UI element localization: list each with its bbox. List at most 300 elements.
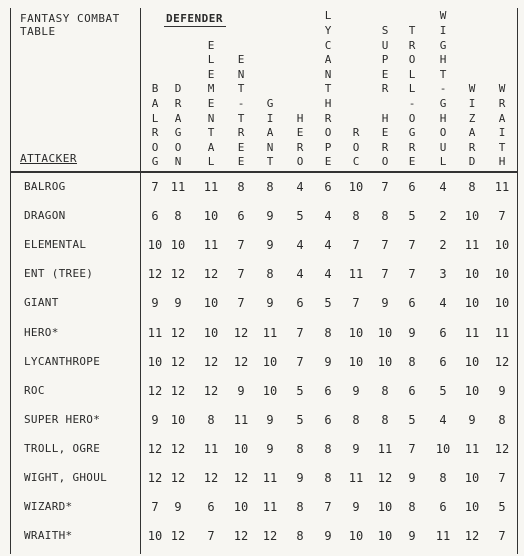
table-cell: 9 (174, 500, 182, 515)
table-cell: 8 (408, 354, 416, 369)
table-row (10, 176, 517, 200)
column-header-letter: O (352, 140, 360, 154)
table-cell: 10 (262, 383, 278, 398)
column-header (148, 82, 162, 170)
column-header-letter: O (408, 111, 416, 125)
column-header-letter: R (151, 126, 159, 140)
column-header-letter: G (439, 97, 447, 111)
table-cell: 8 (266, 180, 274, 194)
table-cell: 12 (233, 354, 249, 369)
table-cell: 10 (348, 180, 364, 194)
column-header-letter: P (324, 140, 332, 154)
column-header-letter: O (324, 126, 332, 140)
table-cell: 10 (147, 529, 163, 544)
table-cell: 6 (237, 209, 245, 224)
table-cell: 9 (174, 296, 182, 311)
column-header-letter: E (381, 126, 389, 140)
table-cell: 9 (266, 296, 274, 311)
table-cell: 6 (151, 209, 159, 224)
attacker-label: WIZARD* (24, 500, 73, 514)
table-cell: 12 (147, 267, 163, 282)
column-header-letter: - (237, 97, 245, 111)
table-cell: 4 (296, 180, 304, 194)
column-header-letter: T (439, 67, 447, 81)
table-row (10, 205, 517, 229)
table-cell: 7 (296, 354, 304, 369)
attacker-label: ROC (24, 383, 45, 397)
table-cell: 6 (324, 383, 332, 398)
table-cell: 10 (377, 529, 393, 544)
column-header-letter: O (381, 155, 389, 169)
column-header-letter: H (498, 155, 506, 169)
attacker-label: BALROG (24, 180, 66, 193)
column-header-letter: A (174, 111, 182, 125)
table-cell: 10 (377, 500, 393, 515)
table-cell: 7 (296, 325, 304, 340)
column-header-letter: T (237, 82, 245, 96)
column-header-letter: L (151, 111, 159, 125)
header-divider (10, 171, 517, 173)
column-header-letter: R (324, 111, 332, 125)
table-cell: 10 (377, 325, 393, 340)
table-cell: 11 (464, 441, 480, 456)
column-header (321, 9, 335, 170)
table-cell: 6 (207, 500, 215, 515)
column-header-letter: I (439, 24, 447, 38)
attacker-heading: ATTACKER (20, 152, 77, 165)
column-header (293, 112, 307, 170)
column-header-letter: I (498, 126, 506, 140)
table-cell: 7 (381, 180, 389, 194)
table-cell: 9 (498, 383, 506, 398)
table-cell: 5 (324, 296, 332, 311)
column-header-letter: E (381, 67, 389, 81)
table-cell: 12 (147, 471, 163, 485)
table-cell: 11 (494, 180, 510, 194)
table-cell: 9 (408, 325, 416, 340)
table-row (10, 409, 517, 433)
table-cell: 10 (203, 209, 219, 224)
table-cell: 11 (377, 441, 393, 456)
table-cell: 8 (237, 180, 245, 194)
table-row (10, 351, 517, 375)
table-cell: 8 (296, 529, 304, 544)
attacker-label: TROLL, OGRE (24, 441, 101, 455)
table-cell: 8 (381, 412, 389, 427)
table-cell: 11 (203, 441, 219, 456)
table-cell: 10 (233, 441, 249, 456)
table-cell: 10 (233, 500, 249, 515)
table-cell: 9 (324, 529, 332, 544)
defender-underline (164, 26, 226, 27)
table-cell: 11 (203, 180, 219, 194)
table-cell: 5 (408, 412, 416, 427)
attacker-label: SUPER HERO* (24, 412, 101, 426)
column-header-letter: A (266, 126, 274, 140)
table-cell: 7 (151, 500, 159, 515)
column-header-letter: B (151, 82, 159, 96)
table-cell: 10 (203, 296, 219, 311)
table-cell: 11 (170, 180, 186, 194)
table-cell: 8 (324, 325, 332, 340)
column-header-letter: O (151, 140, 159, 154)
column-header-letter: A (468, 126, 476, 140)
table-cell: 9 (151, 296, 159, 311)
column-header-letter: T (324, 82, 332, 96)
table-cell: 8 (324, 441, 332, 456)
table-cell: 6 (324, 412, 332, 427)
table-cell: 8 (381, 383, 389, 398)
table-cell: 9 (352, 500, 360, 515)
table-cell: 8 (468, 180, 476, 194)
column-header-letter: D (174, 82, 182, 96)
table-cell: 10 (464, 383, 480, 398)
table-cell: 9 (352, 441, 360, 456)
column-header-letter: L (408, 67, 416, 81)
column-header-letter: A (324, 53, 332, 67)
table-cell: 7 (408, 238, 416, 253)
table-cell: 5 (296, 383, 304, 398)
table-cell: 4 (296, 238, 304, 253)
table-cell: 9 (468, 412, 476, 427)
table-cell: 10 (377, 354, 393, 369)
table-cell: 11 (348, 267, 364, 282)
table-cell: 8 (324, 471, 332, 485)
table-cell: 4 (296, 267, 304, 282)
column-header (171, 82, 185, 170)
table-row (10, 380, 517, 404)
table-cell: 5 (296, 209, 304, 224)
column-header-letter: R (468, 140, 476, 154)
table-row (10, 496, 517, 520)
table-cell: 8 (381, 209, 389, 224)
column-header-letter: R (352, 126, 360, 140)
table-row (10, 322, 517, 346)
table-cell: 7 (352, 296, 360, 311)
table-cell: 12 (170, 471, 186, 485)
table-cell: 4 (324, 267, 332, 282)
table-cell: 12 (170, 383, 186, 398)
column-header (234, 53, 248, 170)
table-cell: 12 (203, 354, 219, 369)
table-cell: 6 (439, 500, 447, 515)
table-cell: 12 (203, 267, 219, 282)
table-row (10, 467, 517, 491)
table-cell: 12 (262, 529, 278, 544)
table-cell: 5 (296, 412, 304, 427)
table-cell: 10 (464, 267, 480, 282)
table-title-line1: FANTASY COMBAT (20, 12, 120, 25)
table-cell: 9 (266, 441, 274, 456)
table-title-line2: TABLE (20, 25, 56, 38)
table-cell: 8 (498, 412, 506, 427)
table-cell: 10 (348, 354, 364, 369)
table-cell: 12 (147, 383, 163, 398)
column-header (495, 82, 509, 170)
column-header-letter: O (439, 126, 447, 140)
table-cell: 9 (266, 238, 274, 253)
table-cell: 11 (147, 325, 163, 340)
column-header-letter: - (439, 82, 447, 96)
column-header-letter: W (468, 82, 476, 96)
table-cell: 8 (296, 500, 304, 515)
column-header-letter: D (468, 155, 476, 169)
column-header-letter: U (381, 38, 389, 52)
column-header-letter: T (408, 24, 416, 38)
table-cell: 10 (170, 238, 186, 253)
table-cell: 10 (464, 209, 480, 224)
column-header-letter: C (352, 155, 360, 169)
column-header-letter: T (237, 111, 245, 125)
table-cell: 7 (237, 238, 245, 253)
column-header-letter: N (174, 155, 182, 169)
table-row (10, 263, 517, 287)
table-cell: 9 (296, 471, 304, 485)
table-cell: 7 (498, 529, 506, 544)
column-header-letter: L (324, 9, 332, 23)
table-cell: 12 (203, 383, 219, 398)
column-header-letter: R (498, 97, 506, 111)
table-cell: 12 (494, 354, 510, 369)
table-cell: 5 (498, 500, 506, 515)
table-cell: 8 (207, 412, 215, 427)
table-cell: 7 (151, 180, 159, 194)
column-header-letter: G (439, 38, 447, 52)
table-cell: 9 (381, 296, 389, 311)
attacker-label: GIANT (24, 296, 59, 310)
table-cell: 6 (439, 325, 447, 340)
column-header-letter: R (296, 140, 304, 154)
column-header-letter: G (408, 126, 416, 140)
table-cell: 7 (408, 441, 416, 456)
table-row (10, 234, 517, 258)
table-cell: 4 (439, 412, 447, 427)
table-cell: 10 (147, 354, 163, 369)
column-header-letter: S (381, 24, 389, 38)
column-header (204, 39, 218, 170)
attacker-label: WRAITH* (24, 529, 73, 543)
table-cell: 12 (170, 267, 186, 282)
column-header-letter: H (439, 111, 447, 125)
table-cell: 11 (262, 471, 278, 485)
column-header-letter: A (498, 111, 506, 125)
column-header-letter: R (408, 140, 416, 154)
table-cell: 10 (435, 441, 451, 456)
table-cell: 12 (494, 441, 510, 456)
table-cell: 12 (170, 441, 186, 456)
table-cell: 10 (464, 354, 480, 369)
column-header-letter: R (237, 126, 245, 140)
table-cell: 7 (381, 238, 389, 253)
table-cell: 11 (464, 238, 480, 253)
column-header-letter: G (174, 126, 182, 140)
column-header-letter: L (207, 53, 215, 67)
table-cell: 9 (151, 412, 159, 427)
column-header-letter: E (237, 53, 245, 67)
table-cell: 4 (439, 296, 447, 311)
column-header-letter: N (266, 140, 274, 154)
column-header-letter: Z (468, 111, 476, 125)
table-cell: 5 (439, 383, 447, 398)
table-cell: 7 (408, 267, 416, 282)
column-header-letter: A (207, 140, 215, 154)
column-header-letter: U (439, 140, 447, 154)
table-cell: 10 (348, 529, 364, 544)
attacker-label: LYCANTHROPE (24, 354, 101, 368)
column-header-letter: I (468, 97, 476, 111)
table-cell: 7 (207, 529, 215, 544)
table-row (10, 438, 517, 462)
column-header (465, 82, 479, 170)
column-header-letter: T (207, 126, 215, 140)
table-cell: 10 (494, 238, 510, 253)
table-cell: 2 (439, 238, 447, 253)
column-header-letter: E (237, 155, 245, 169)
table-cell: 12 (377, 471, 393, 485)
table-cell: 7 (352, 238, 360, 253)
column-header-letter: H (324, 97, 332, 111)
table-cell: 8 (352, 209, 360, 224)
attacker-label: WIGHT, GHOUL (24, 471, 108, 484)
column-header-letter: R (381, 82, 389, 96)
table-cell: 9 (324, 354, 332, 369)
table-cell: 7 (237, 267, 245, 282)
table-cell: 12 (233, 325, 249, 340)
table-cell: 11 (494, 325, 510, 340)
table-cell: 12 (170, 529, 186, 544)
column-header (405, 24, 419, 170)
table-cell: 10 (464, 471, 480, 485)
table-cell: 6 (324, 180, 332, 194)
table-row (10, 525, 517, 549)
table-cell: 7 (381, 267, 389, 282)
column-header-letter: R (381, 140, 389, 154)
table-cell: 6 (439, 354, 447, 369)
column-header-letter: C (324, 38, 332, 52)
column-header-letter: N (324, 67, 332, 81)
table-cell: 11 (262, 500, 278, 515)
table-cell: 10 (170, 412, 186, 427)
column-header-letter: N (207, 111, 215, 125)
table-cell: 8 (266, 267, 274, 282)
table-cell: 6 (296, 296, 304, 311)
table-cell: 8 (174, 209, 182, 224)
column-header-letter: G (266, 97, 274, 111)
table-cell: 11 (435, 529, 451, 544)
table-cell: 8 (408, 500, 416, 515)
table-cell: 8 (296, 441, 304, 456)
column-header-letter: L (439, 155, 447, 169)
table-cell: 7 (498, 471, 506, 485)
column-header-letter: H (381, 111, 389, 125)
table-right-border (517, 8, 518, 554)
table-cell: 12 (203, 471, 219, 485)
table-cell: 8 (439, 471, 447, 485)
table-cell: 10 (494, 267, 510, 282)
table-cell: 7 (237, 296, 245, 311)
table-cell: 11 (348, 471, 364, 485)
column-header-letter: L (207, 155, 215, 169)
column-header (378, 24, 392, 170)
defender-heading: DEFENDER (166, 12, 223, 25)
attacker-label: ELEMENTAL (24, 238, 87, 252)
column-header-letter: N (237, 67, 245, 81)
table-cell: 10 (348, 325, 364, 340)
column-header-letter: G (151, 155, 159, 169)
column-header-letter: O (408, 53, 416, 67)
column-header-letter: E (207, 38, 215, 52)
table-cell: 7 (498, 209, 506, 224)
column-header-letter: T (266, 155, 274, 169)
table-cell: 2 (439, 209, 447, 224)
column-header-letter: E (207, 97, 215, 111)
table-cell: 3 (439, 267, 447, 282)
column-header-letter: T (498, 140, 506, 154)
column-header-letter: L (408, 82, 416, 96)
column-header-letter: A (151, 97, 159, 111)
table-cell: 9 (266, 412, 274, 427)
table-cell: 10 (147, 238, 163, 253)
table-cell: 10 (494, 296, 510, 311)
table-cell: 9 (352, 383, 360, 398)
table-cell: 9 (237, 383, 245, 398)
table-cell: 11 (203, 238, 219, 253)
attacker-label: HERO* (24, 325, 59, 339)
column-header (436, 9, 450, 170)
column-header-letter: P (381, 53, 389, 67)
attacker-label: ENT (TREE) (24, 267, 94, 281)
column-header-letter: E (324, 155, 332, 169)
column-header-letter: - (408, 97, 416, 111)
attacker-label: DRAGON (24, 209, 66, 223)
column-header-letter: O (174, 140, 182, 154)
table-cell: 10 (262, 354, 278, 369)
column-header-letter: I (266, 111, 274, 125)
table-cell: 12 (170, 325, 186, 340)
table-cell: 9 (408, 471, 416, 485)
column-header-letter: R (174, 97, 182, 111)
table-cell: 12 (147, 441, 163, 456)
table-cell: 12 (170, 354, 186, 369)
column-header-letter: E (408, 155, 416, 169)
table-cell: 4 (324, 209, 332, 224)
table-cell: 6 (408, 296, 416, 311)
table-cell: 4 (324, 238, 332, 253)
column-header-letter: M (207, 82, 215, 96)
table-cell: 9 (408, 529, 416, 544)
column-header-letter: Y (324, 24, 332, 38)
column-header-letter: W (498, 82, 506, 96)
column-header-letter: E (207, 67, 215, 81)
column-header-letter: H (296, 111, 304, 125)
column-header-letter: E (237, 140, 245, 154)
table-cell: 12 (233, 529, 249, 544)
column-header-letter: E (296, 126, 304, 140)
table-cell: 10 (464, 500, 480, 515)
table-cell: 11 (464, 325, 480, 340)
table-cell: 12 (464, 529, 480, 544)
table-cell: 5 (408, 209, 416, 224)
column-header-letter: O (296, 155, 304, 169)
table-cell: 4 (439, 180, 447, 194)
table-cell: 9 (266, 209, 274, 224)
table-cell: 6 (408, 180, 416, 194)
table-cell: 11 (262, 325, 278, 340)
table-cell: 11 (233, 412, 249, 427)
table-cell: 6 (408, 383, 416, 398)
table-title (20, 12, 120, 38)
column-header (349, 126, 363, 170)
